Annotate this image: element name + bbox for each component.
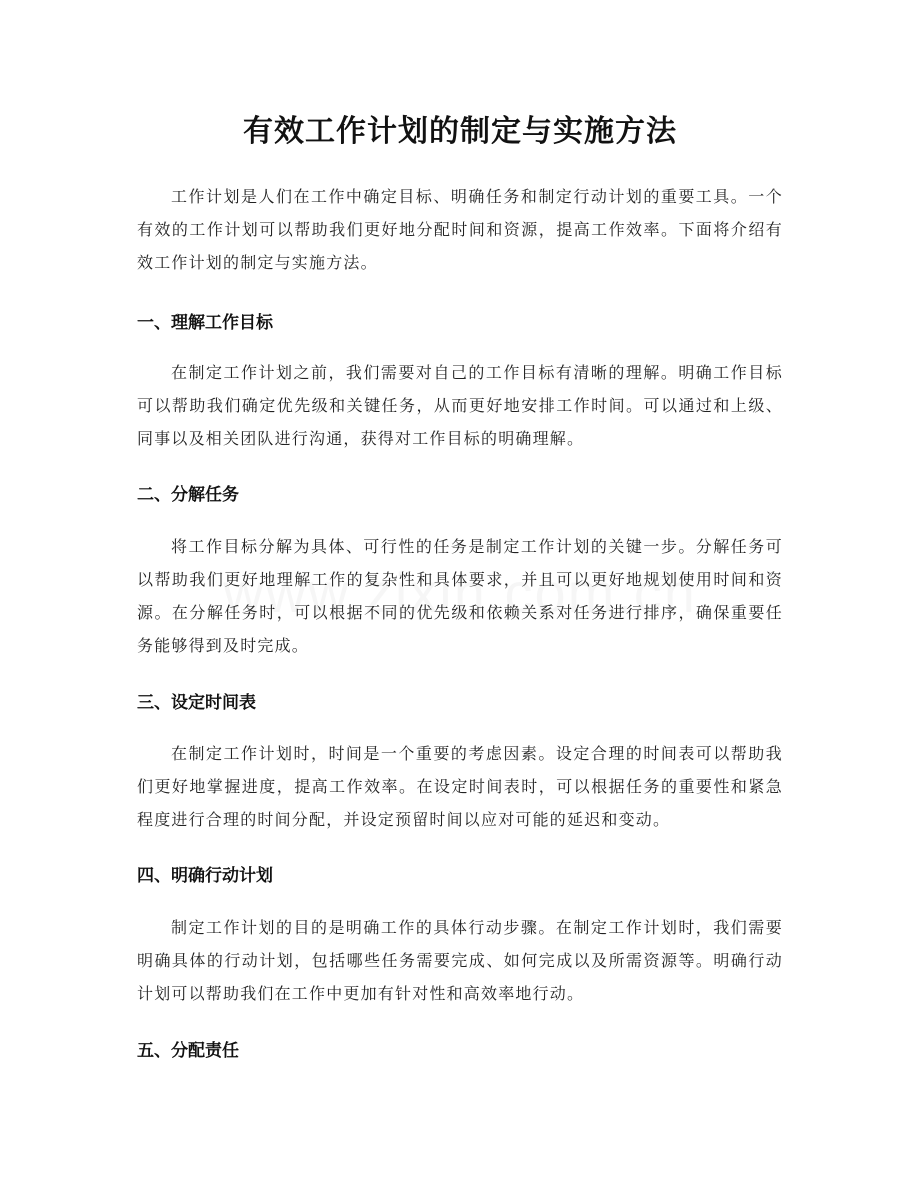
section-body-1: 在制定工作计划之前，我们需要对自己的工作目标有清晰的理解。明确工作目标可以帮助我们确定优先级和关键任务，从而更好地安排工作时间。可以通过和上级、同事以及相关团队进行沟通，获得对工作目标的明确理解。	[137, 363, 783, 448]
section-heading-2: 二、分解任务	[137, 485, 239, 505]
section-heading-4: 四、明确行动计划	[137, 866, 273, 886]
section-body-4: 制定工作计划的目的是明确工作的具体行动步骤。在制定工作计划时，我们需要明确具体的行动计划，包括哪些任务需要完成、如何完成以及所需资源等。明确行动计划可以帮助我们在工作中更加有针对性和高效率地行动。	[137, 918, 783, 1003]
section-heading-1: 一、理解工作目标	[137, 313, 273, 333]
section-body-2: 将工作目标分解为具体、可行性的任务是制定工作计划的关键一步。分解任务可以帮助我们更好地理解工作的复杂性和具体要求，并且可以更好地规划使用时间和资源。在分解任务时，可以根据不同的优先级和依赖关系对任务进行排序，确保重要任务能够得到及时完成。	[137, 537, 783, 655]
section-body-3: 在制定工作计划时，时间是一个重要的考虑因素。设定合理的时间表可以帮助我们更好地掌握进度，提高工作效率。在设定时间表时，可以根据任务的重要性和紧急程度进行合理的时间分配，并设定预留时间以应对可能的延迟和变动。	[137, 744, 783, 829]
intro-paragraph: 工作计划是人们在工作中确定目标、明确任务和制定行动计划的重要工具。一个有效的工作计划可以帮助我们更好地分配时间和资源，提高工作效率。下面将介绍有效工作计划的制定与实施方法。	[137, 187, 783, 272]
section-heading-3: 三、设定时间表	[137, 693, 256, 713]
section-heading-5: 五、分配责任	[137, 1041, 239, 1061]
document-title: 有效工作计划的制定与实施方法	[243, 114, 677, 149]
